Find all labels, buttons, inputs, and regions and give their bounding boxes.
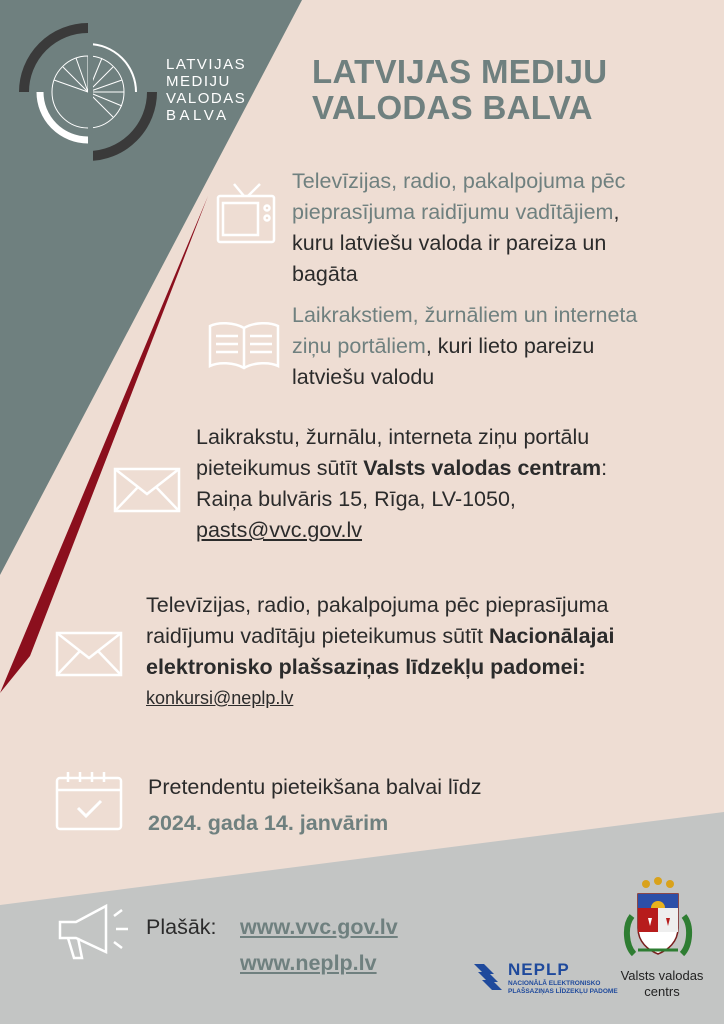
- submission-vvc-recipient: Valsts valodas centram: [363, 456, 602, 480]
- category-tv: [292, 166, 625, 290]
- logo-line-2: MEDIJU: [166, 73, 231, 90]
- submission-vvc-line-2-pre: pieteikumus sūtīt: [196, 456, 364, 480]
- submission-neplp-line-2-pre: raidījumu vadītāju pieteikumus sūtīt: [146, 624, 489, 648]
- title-line-1: LATVIJAS MEDIJU: [312, 53, 608, 90]
- category-tv-comma: ,: [613, 200, 620, 224]
- neplp-logo-sub-1: NACIONĀLĀ ELEKTRONISKO: [508, 980, 601, 987]
- vvc-logo-line-2: centrs: [644, 984, 680, 999]
- category-press-highlight-2: ziņu portāliem: [292, 334, 426, 358]
- coat-of-arms-icon: [622, 876, 694, 962]
- more-info: [146, 912, 217, 943]
- envelope-icon: [112, 466, 182, 514]
- book-icon: [206, 320, 282, 372]
- title-line-2: VALODAS BALVA: [312, 89, 593, 126]
- category-tv-rest-1: kuru latviešu valoda ir pareiza un: [292, 231, 607, 255]
- neplp-logo: [508, 960, 618, 996]
- deadline-line-1: Pretendentu pieteikšana balvai līdz: [148, 775, 482, 799]
- tv-icon: [214, 180, 278, 246]
- envelope-icon: [54, 630, 124, 678]
- category-press-rest-inline: , kuri lieto pareizu: [425, 334, 595, 358]
- submission-vvc-address: Raiņa bulvāris 15, Rīga, LV-1050,: [196, 487, 516, 511]
- award-logo-icon: [18, 22, 158, 162]
- neplp-logo-name: NEPLP: [508, 960, 570, 979]
- category-press-highlight-1: Laikrakstiem, žurnāliem un interneta: [292, 303, 638, 327]
- vvc-website-link[interactable]: www.vvc.gov.lv: [240, 915, 398, 939]
- logo-line-1: LATVIJAS: [166, 56, 247, 73]
- submission-vvc-line-2-post: :: [601, 456, 608, 480]
- megaphone-icon: [56, 900, 132, 962]
- logo-line-4: BALVA: [166, 107, 230, 124]
- deadline-date: 2024. gada 14. janvārim: [148, 811, 389, 835]
- calendar-check-icon: [54, 770, 124, 832]
- logo-line-3: VALODAS: [166, 90, 247, 107]
- neplp-logo-sub-2: PLAŠSAZIŅAS LĪDZEKĻU PADOME: [508, 988, 618, 995]
- submission-neplp: [146, 590, 614, 714]
- vvc-logo-line-1: Valsts valodas: [620, 968, 704, 983]
- category-tv-highlight-1: Televīzijas, radio, pakalpojuma pēc: [292, 169, 626, 193]
- vvc-email-link[interactable]: pasts@vvc.gov.lv: [196, 518, 363, 542]
- neplp-logo-icon: [472, 960, 508, 992]
- category-tv-highlight-2: pieprasījuma raidījumu vadītājiem: [292, 200, 614, 224]
- submission-neplp-recipient-2: elektronisko plašsaziņas līdzekļu padomei:: [146, 655, 586, 679]
- vvc-logo-text: [608, 968, 716, 1000]
- neplp-website-link[interactable]: www.neplp.lv: [240, 951, 377, 975]
- neplp-email-link[interactable]: konkursi@neplp.lv: [146, 688, 294, 708]
- logo-wordmark: [166, 56, 246, 124]
- category-press: [292, 300, 637, 393]
- category-press-rest-2: latviešu valodu: [292, 365, 435, 389]
- submission-neplp-line-1: Televīzijas, radio, pakalpojuma pēc pieprasījuma: [146, 593, 609, 617]
- submission-vvc-line-1: Laikrakstu, žurnālu, interneta ziņu portālu: [196, 425, 590, 449]
- deadline: [148, 772, 481, 839]
- category-tv-rest-2: bagāta: [292, 262, 358, 286]
- more-info-label: Plašāk:: [146, 915, 217, 939]
- page-title: [312, 54, 607, 126]
- submission-neplp-recipient-1: Nacionālajai: [488, 624, 615, 648]
- submission-vvc: [196, 422, 607, 546]
